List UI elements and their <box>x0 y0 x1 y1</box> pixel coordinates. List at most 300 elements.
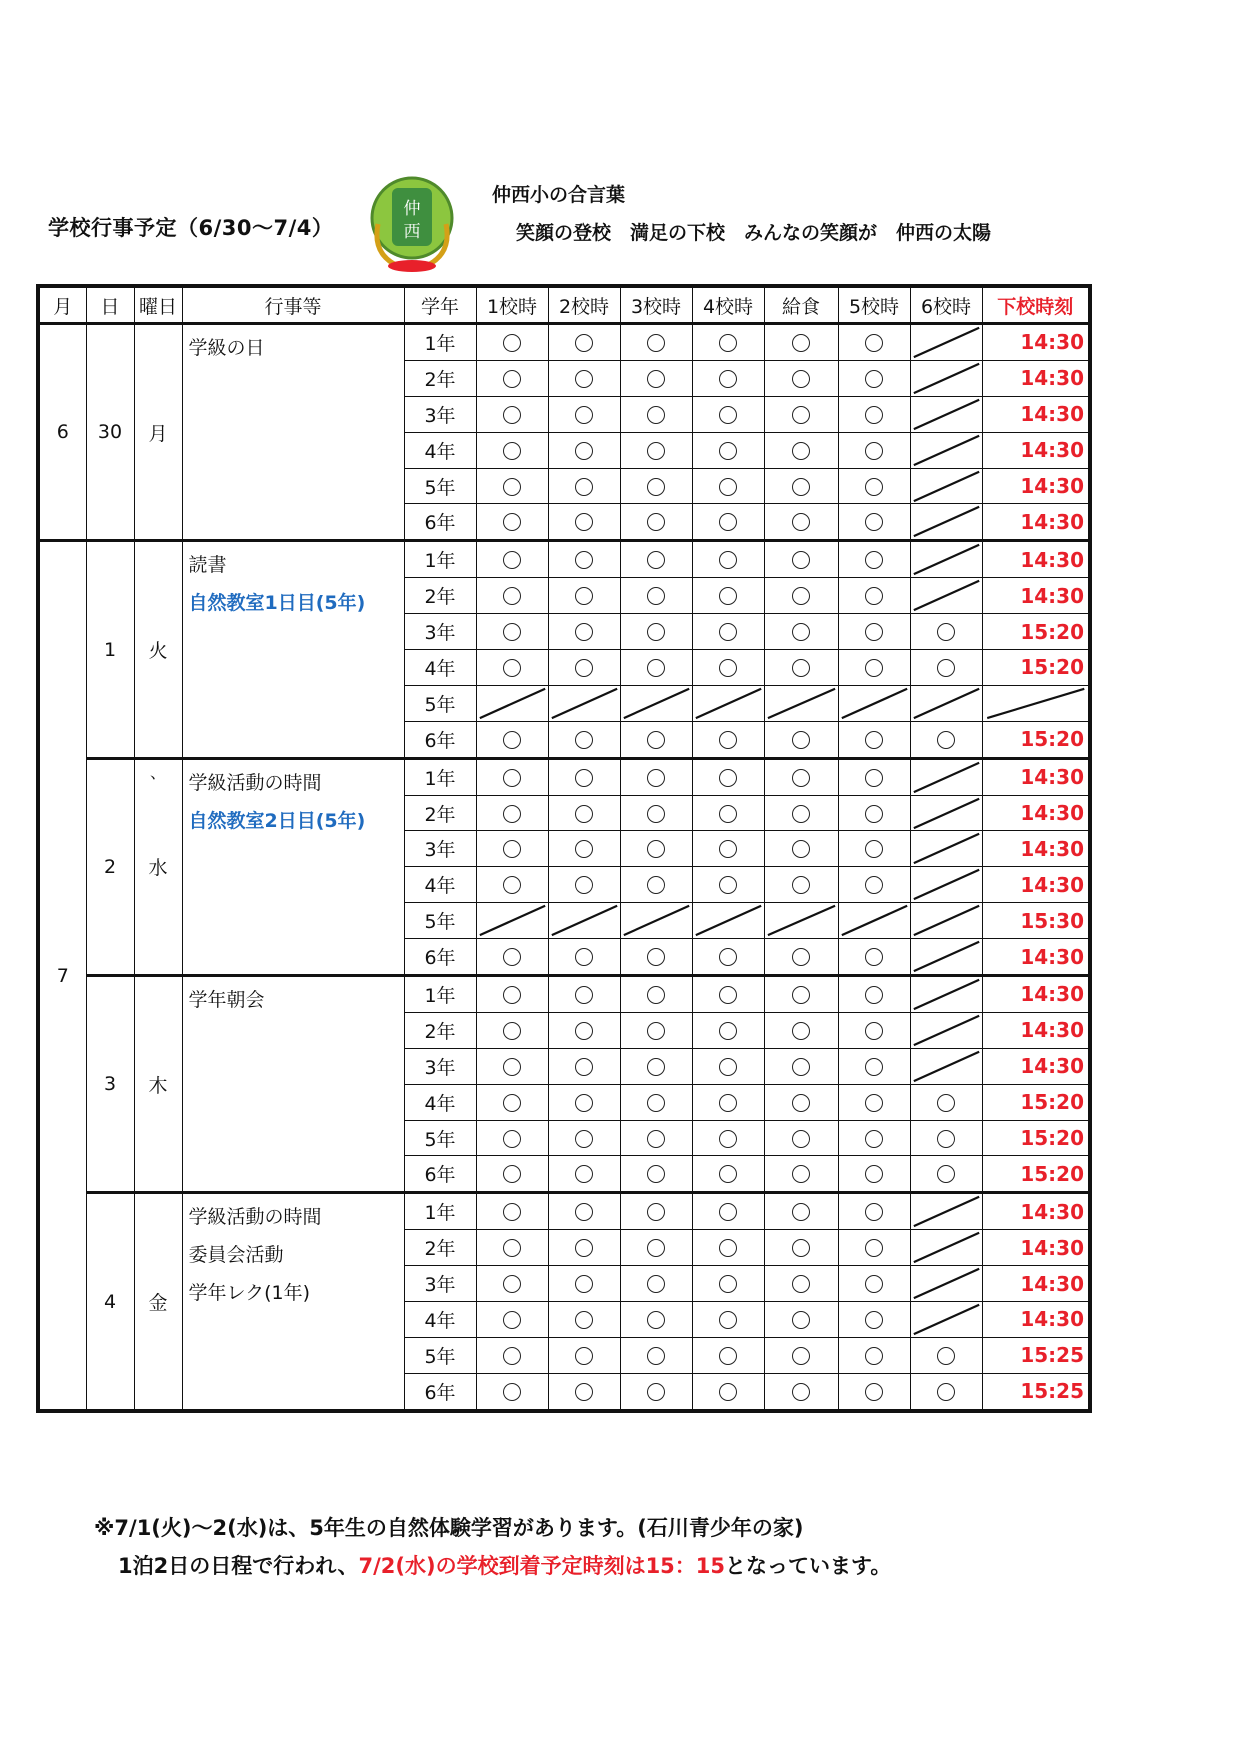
note-line-2c: となっています。 <box>725 1554 892 1578</box>
period-cell <box>692 1193 764 1230</box>
dismissal-time: 15:20 <box>982 721 1090 758</box>
attend-circle-icon <box>865 406 883 424</box>
day-cell: 2 <box>86 758 134 975</box>
grade-cell: 6年 <box>404 939 476 976</box>
attend-circle-icon <box>792 1311 810 1329</box>
attend-circle-icon <box>792 587 810 605</box>
weekday-label: 水 <box>148 857 168 880</box>
period-cell <box>692 614 764 650</box>
column-header: 学年 <box>404 286 476 324</box>
slash-mark <box>911 578 982 613</box>
slash-mark <box>911 542 982 577</box>
attend-circle-icon <box>792 1275 810 1293</box>
dismissal-time: 14:30 <box>982 504 1090 541</box>
dismissal-time: 14:30 <box>982 396 1090 432</box>
attend-circle-icon <box>865 731 883 749</box>
attend-circle-icon <box>719 334 737 352</box>
attend-circle-icon <box>647 659 665 677</box>
attend-circle-icon <box>647 513 665 531</box>
event-item: 自然教室1日目(5年) <box>188 592 366 615</box>
grade-cell: 5年 <box>404 1337 476 1373</box>
period-cell <box>910 1337 982 1373</box>
attend-circle-icon <box>792 551 810 569</box>
grade-cell: 4年 <box>404 1084 476 1120</box>
period-cell <box>692 867 764 903</box>
period-cell <box>764 1012 838 1048</box>
slash-mark <box>911 325 982 360</box>
period-cell <box>838 324 910 361</box>
attend-circle-icon <box>503 1347 521 1365</box>
attend-circle-icon <box>719 876 737 894</box>
dismissal-time: 14:30 <box>982 867 1090 903</box>
attend-circle-icon <box>575 805 593 823</box>
dismissal-time: 14:30 <box>982 324 1090 361</box>
attend-circle-icon <box>719 406 737 424</box>
column-header: 4校時 <box>692 286 764 324</box>
period-cell <box>620 1266 692 1302</box>
event-item: 読書 <box>188 554 227 577</box>
attend-circle-icon <box>575 587 593 605</box>
attend-circle-icon <box>647 986 665 1004</box>
event-item: 自然教室2日目(5年) <box>188 809 366 832</box>
period-cell <box>764 1337 838 1373</box>
attend-circle-icon <box>937 1347 955 1365</box>
attend-circle-icon <box>865 1130 883 1148</box>
attend-circle-icon <box>575 551 593 569</box>
slash-mark <box>911 867 982 902</box>
column-header: 給食 <box>764 286 838 324</box>
period-cell <box>910 614 982 650</box>
attend-circle-icon <box>865 1275 883 1293</box>
period-cell <box>548 504 620 541</box>
period-cell <box>476 396 548 432</box>
attend-circle-icon <box>647 587 665 605</box>
dismissal-time: 15:30 <box>982 903 1090 939</box>
dismissal-time: 15:20 <box>982 614 1090 650</box>
note-line-1: ※7/1(火)〜2(水)は、5年生の自然体験学習があります。(石川青少年の家) <box>94 1516 804 1540</box>
slash-mark <box>911 504 982 539</box>
period-cell <box>764 432 838 468</box>
attend-circle-icon <box>792 513 810 531</box>
period-cell <box>910 1193 982 1230</box>
period-cell <box>692 578 764 614</box>
attend-circle-icon <box>792 840 810 858</box>
period-cell <box>692 1048 764 1084</box>
period-cell <box>838 614 910 650</box>
period-cell <box>910 1266 982 1302</box>
attend-circle-icon <box>503 659 521 677</box>
slash-mark <box>911 760 982 795</box>
slash-mark <box>911 977 982 1012</box>
table-row <box>38 976 1090 1013</box>
attend-circle-icon <box>503 1311 521 1329</box>
attend-circle-icon <box>792 1022 810 1040</box>
table-row <box>38 1193 1090 1230</box>
column-header: 2校時 <box>548 286 620 324</box>
period-cell <box>548 360 620 396</box>
period-cell <box>910 1012 982 1048</box>
period-cell <box>838 1156 910 1193</box>
period-cell <box>838 468 910 504</box>
school-emblem-icon <box>362 174 462 276</box>
attend-circle-icon <box>865 1022 883 1040</box>
attend-circle-icon <box>503 478 521 496</box>
attend-circle-icon <box>792 442 810 460</box>
event-item: 学級の日 <box>188 337 265 359</box>
attend-circle-icon <box>792 1383 810 1401</box>
period-cell <box>620 396 692 432</box>
attend-circle-icon <box>865 587 883 605</box>
period-cell <box>476 795 548 831</box>
emblem-char-2: 西 <box>403 222 421 242</box>
attend-circle-icon <box>865 513 883 531</box>
period-cell <box>910 867 982 903</box>
dismissal-time: 15:20 <box>982 1120 1090 1156</box>
month-cell: 6 <box>38 324 86 541</box>
attend-circle-icon <box>503 1094 521 1112</box>
attend-circle-icon <box>503 623 521 641</box>
period-cell <box>620 976 692 1013</box>
event-item: 委員会活動 <box>188 1244 284 1267</box>
period-cell <box>692 976 764 1013</box>
attend-circle-icon <box>719 1383 737 1401</box>
period-cell <box>548 1302 620 1338</box>
period-cell <box>692 1302 764 1338</box>
attend-circle-icon <box>865 876 883 894</box>
grade-cell: 5年 <box>404 468 476 504</box>
attend-circle-icon <box>647 805 665 823</box>
motto-text: 笑顔の登校 満足の下校 みんなの笑顔が 仲西の太陽 <box>516 222 992 244</box>
period-cell <box>692 504 764 541</box>
period-cell <box>838 1266 910 1302</box>
day-cell: 30 <box>86 324 134 541</box>
period-cell <box>476 1120 548 1156</box>
period-cell <box>620 541 692 578</box>
period-cell <box>620 831 692 867</box>
attend-circle-icon <box>503 1383 521 1401</box>
attend-circle-icon <box>575 1022 593 1040</box>
period-cell <box>692 903 764 939</box>
weekday-label: 月 <box>148 422 168 445</box>
period-cell <box>620 867 692 903</box>
grade-cell: 1年 <box>404 976 476 1013</box>
attend-circle-icon <box>792 1058 810 1076</box>
slash-mark <box>621 686 692 721</box>
dismissal-time: 15:20 <box>982 650 1090 686</box>
attend-circle-icon <box>647 1275 665 1293</box>
period-cell <box>910 1302 982 1338</box>
table-row <box>38 758 1090 795</box>
grade-cell: 3年 <box>404 1048 476 1084</box>
period-cell <box>620 1302 692 1338</box>
attend-circle-icon <box>719 659 737 677</box>
attend-circle-icon <box>792 1203 810 1221</box>
attend-circle-icon <box>575 406 593 424</box>
attend-circle-icon <box>575 334 593 352</box>
period-cell <box>838 903 910 939</box>
period-cell <box>620 650 692 686</box>
period-cell <box>620 939 692 976</box>
period-cell <box>476 1012 548 1048</box>
attend-circle-icon <box>719 1239 737 1257</box>
slash-mark <box>911 939 982 974</box>
attend-circle-icon <box>575 370 593 388</box>
period-cell <box>692 685 764 721</box>
weekday-cell <box>134 324 182 541</box>
attend-circle-icon <box>647 1094 665 1112</box>
period-cell <box>620 324 692 361</box>
period-cell <box>764 504 838 541</box>
period-cell <box>620 1193 692 1230</box>
period-cell <box>910 650 982 686</box>
period-cell <box>910 721 982 758</box>
grade-cell: 4年 <box>404 1302 476 1338</box>
attend-circle-icon <box>719 478 737 496</box>
dismissal-time: 14:30 <box>982 1266 1090 1302</box>
period-cell <box>838 1120 910 1156</box>
column-header: 曜日 <box>134 286 182 324</box>
period-cell <box>548 1230 620 1266</box>
period-cell <box>548 432 620 468</box>
attend-circle-icon <box>865 478 883 496</box>
period-cell <box>692 1373 764 1410</box>
event-cell <box>182 1193 404 1411</box>
event-item: 学年朝会 <box>188 989 265 1012</box>
period-cell <box>476 976 548 1013</box>
period-cell <box>910 468 982 504</box>
attend-circle-icon <box>575 769 593 787</box>
period-cell <box>692 795 764 831</box>
attend-circle-icon <box>647 840 665 858</box>
slash-mark <box>911 361 982 396</box>
period-cell <box>910 976 982 1013</box>
period-cell <box>838 1048 910 1084</box>
attend-circle-icon <box>792 805 810 823</box>
motto-label: 仲西小の合言葉 <box>492 184 626 206</box>
slash-mark <box>911 1266 982 1301</box>
period-cell <box>692 1120 764 1156</box>
attend-circle-icon <box>719 587 737 605</box>
attend-circle-icon <box>719 1165 737 1183</box>
dismissal-time: 14:30 <box>982 795 1090 831</box>
period-cell <box>476 1230 548 1266</box>
attend-circle-icon <box>575 986 593 1004</box>
slash-mark <box>911 1230 982 1265</box>
period-cell <box>476 324 548 361</box>
dismissal-time: 14:30 <box>982 831 1090 867</box>
slash-mark <box>549 903 620 938</box>
period-cell <box>910 324 982 361</box>
weekday-cell <box>134 541 182 758</box>
period-cell <box>476 1084 548 1120</box>
period-cell <box>838 1012 910 1048</box>
column-header: 月 <box>38 286 86 324</box>
period-cell <box>476 1156 548 1193</box>
period-cell <box>548 1156 620 1193</box>
attend-circle-icon <box>865 1239 883 1257</box>
period-cell <box>910 396 982 432</box>
period-cell <box>838 396 910 432</box>
attend-circle-icon <box>719 1094 737 1112</box>
slash-mark <box>911 469 982 504</box>
period-cell <box>910 1120 982 1156</box>
dismissal-time: 14:30 <box>982 360 1090 396</box>
grade-cell: 3年 <box>404 831 476 867</box>
attend-circle-icon <box>719 986 737 1004</box>
attend-circle-icon <box>647 478 665 496</box>
attend-circle-icon <box>575 442 593 460</box>
attend-circle-icon <box>575 1383 593 1401</box>
grade-cell: 2年 <box>404 1012 476 1048</box>
dismissal-time: 14:30 <box>982 1302 1090 1338</box>
slash-mark <box>839 686 910 721</box>
schedule-table <box>36 284 1092 1413</box>
period-cell <box>548 1266 620 1302</box>
period-cell <box>548 976 620 1013</box>
period-cell <box>764 1373 838 1410</box>
grade-cell: 1年 <box>404 541 476 578</box>
period-cell <box>548 831 620 867</box>
column-header: 5校時 <box>838 286 910 324</box>
attend-circle-icon <box>647 1239 665 1257</box>
attend-circle-icon <box>719 1022 737 1040</box>
attend-circle-icon <box>865 840 883 858</box>
period-cell <box>692 1012 764 1048</box>
period-cell <box>548 721 620 758</box>
dismissal-time: 14:30 <box>982 1012 1090 1048</box>
attend-circle-icon <box>503 406 521 424</box>
attend-circle-icon <box>937 623 955 641</box>
period-cell <box>764 685 838 721</box>
attend-circle-icon <box>647 1130 665 1148</box>
attend-circle-icon <box>647 1347 665 1365</box>
period-cell <box>476 614 548 650</box>
period-cell <box>910 541 982 578</box>
page-title: 学校行事予定（6/30〜7/4） <box>48 216 334 240</box>
grade-cell: 5年 <box>404 685 476 721</box>
dismissal-time: 14:30 <box>982 1193 1090 1230</box>
period-cell <box>476 360 548 396</box>
period-cell <box>764 976 838 1013</box>
attend-circle-icon <box>503 986 521 1004</box>
slash-mark <box>983 686 1089 721</box>
grade-cell: 3年 <box>404 396 476 432</box>
attend-circle-icon <box>575 623 593 641</box>
note-line-2 <box>118 1550 891 1580</box>
event-cell <box>182 976 404 1193</box>
attend-circle-icon <box>792 1130 810 1148</box>
attend-circle-icon <box>575 1165 593 1183</box>
dismissal-time: 14:30 <box>982 1230 1090 1266</box>
period-cell <box>692 1337 764 1373</box>
grade-cell: 2年 <box>404 578 476 614</box>
grade-cell: 1年 <box>404 324 476 361</box>
attend-circle-icon <box>503 442 521 460</box>
attend-circle-icon <box>575 478 593 496</box>
attend-circle-icon <box>719 1058 737 1076</box>
period-cell <box>620 1012 692 1048</box>
attend-circle-icon <box>647 334 665 352</box>
attend-circle-icon <box>503 948 521 966</box>
period-cell <box>620 685 692 721</box>
weekday-cell <box>134 758 182 975</box>
period-cell <box>476 831 548 867</box>
slash-mark <box>911 796 982 831</box>
period-cell <box>838 578 910 614</box>
period-cell <box>692 939 764 976</box>
slash-mark <box>621 903 692 938</box>
dismissal-time: 14:30 <box>982 541 1090 578</box>
period-cell <box>910 795 982 831</box>
slash-mark <box>693 903 764 938</box>
attend-circle-icon <box>792 731 810 749</box>
dismissal-time: 14:30 <box>982 578 1090 614</box>
dismissal-time: 15:25 <box>982 1373 1090 1410</box>
period-cell <box>764 939 838 976</box>
period-cell <box>476 1337 548 1373</box>
attend-circle-icon <box>503 805 521 823</box>
attend-circle-icon <box>647 1311 665 1329</box>
period-cell <box>620 578 692 614</box>
period-cell <box>764 650 838 686</box>
attend-circle-icon <box>503 513 521 531</box>
period-cell <box>548 578 620 614</box>
period-cell <box>764 396 838 432</box>
grade-cell: 4年 <box>404 650 476 686</box>
attend-circle-icon <box>719 731 737 749</box>
emblem-char-1: 仲 <box>403 199 421 219</box>
period-cell <box>692 650 764 686</box>
period-cell <box>838 1230 910 1266</box>
period-cell <box>548 795 620 831</box>
attend-circle-icon <box>792 769 810 787</box>
attend-circle-icon <box>647 948 665 966</box>
period-cell <box>764 578 838 614</box>
attend-circle-icon <box>647 1165 665 1183</box>
attend-circle-icon <box>575 659 593 677</box>
period-cell <box>548 1012 620 1048</box>
attend-circle-icon <box>503 1022 521 1040</box>
attend-circle-icon <box>865 334 883 352</box>
grade-cell: 2年 <box>404 795 476 831</box>
period-cell <box>838 1193 910 1230</box>
period-cell <box>910 903 982 939</box>
event-cell <box>182 758 404 975</box>
event-cell <box>182 541 404 758</box>
month-cell: 7 <box>38 541 86 1411</box>
weekday-cell <box>134 1193 182 1411</box>
attend-circle-icon <box>503 1239 521 1257</box>
attend-circle-icon <box>792 478 810 496</box>
grade-cell: 6年 <box>404 721 476 758</box>
slash-mark <box>911 1302 982 1337</box>
period-cell <box>548 1193 620 1230</box>
period-cell <box>476 1266 548 1302</box>
period-cell <box>476 650 548 686</box>
table-row <box>38 541 1090 578</box>
attend-circle-icon <box>792 1165 810 1183</box>
period-cell <box>620 903 692 939</box>
period-cell <box>764 541 838 578</box>
slash-mark <box>693 686 764 721</box>
event-item: 学年レク(1年) <box>188 1282 311 1305</box>
period-cell <box>548 1337 620 1373</box>
attend-circle-icon <box>792 1094 810 1112</box>
period-cell <box>548 1373 620 1410</box>
attend-circle-icon <box>865 1347 883 1365</box>
period-cell <box>764 360 838 396</box>
attend-circle-icon <box>719 1275 737 1293</box>
